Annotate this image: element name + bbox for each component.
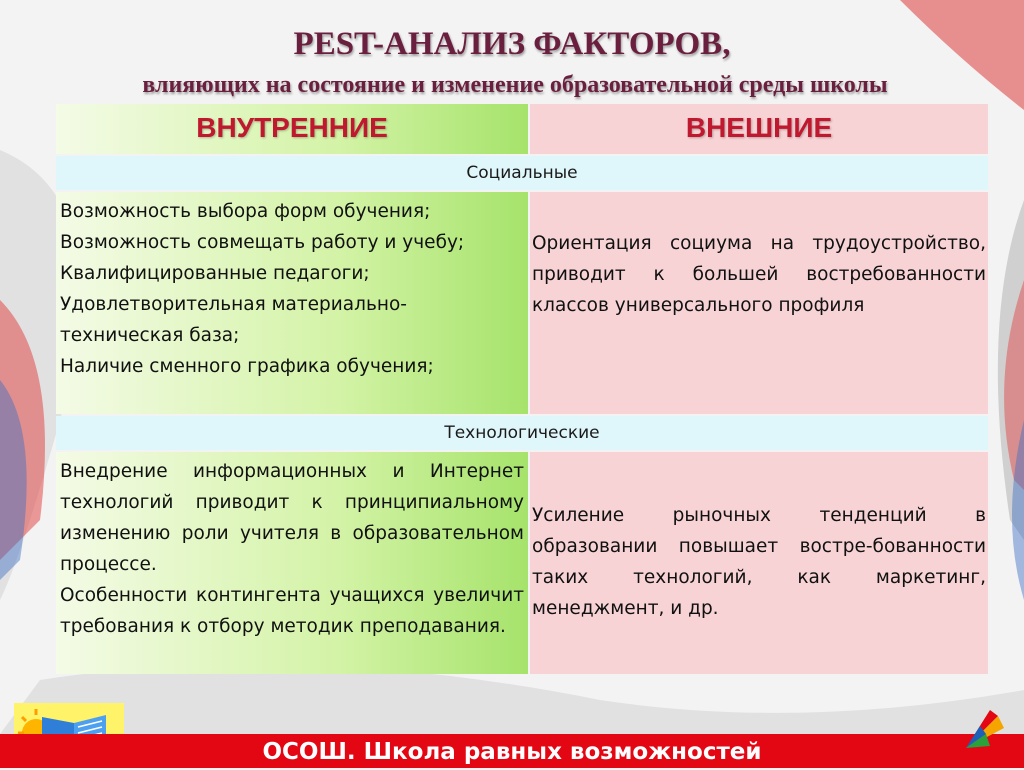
tech-external-cell [530, 452, 988, 674]
tech-internal-list [60, 456, 524, 642]
list-item: Возможность выбора форм обучения; [60, 201, 431, 222]
section-social [56, 156, 988, 190]
list-item: Внедрение информационных и Интернет технологий приводит к принципиальному изменению роли учителя в образовательном процессе. [60, 461, 524, 575]
social-internal-cell [56, 192, 528, 414]
page-subtitle: влияющих на состояние и изменение образовательной среды школы [142, 72, 888, 98]
list-item: Удовлетворительная материально-техническая база; [60, 294, 407, 346]
list-item: Возможность совмещать работу и учебу; [60, 232, 465, 253]
header-internal [56, 104, 528, 154]
footer-text: ОСОШ. Школа равных возможностей [262, 739, 762, 765]
flag-icon [960, 706, 1008, 754]
list-item: Особенности контингента учащихся увеличит требования к отбору методик преподавания. [60, 585, 524, 637]
page-title: PEST-АНАЛИЗ ФАКТОРОВ, [293, 26, 731, 62]
list-item: Наличие сменного графика обучения; [60, 356, 434, 377]
list-item: Квалифицированные педагоги; [60, 263, 370, 284]
tech-internal-cell [56, 452, 528, 674]
tech-external-text: Усиление рыночных тенденций в образовании повышает востре-бованности таких технологий, как маркетинг, менеджмент, и др. [532, 505, 986, 619]
social-external-cell [530, 192, 988, 414]
footer-bar [0, 734, 1024, 768]
social-internal-list [60, 196, 524, 382]
section-tech [56, 416, 988, 450]
header-internal-label: ВНУТРЕННИЕ [196, 112, 388, 143]
header-external-label: ВНЕШНИЕ [685, 112, 833, 143]
section-tech-label: Технологические [444, 423, 600, 443]
header-external [530, 104, 988, 154]
section-social-label: Социальные [466, 163, 578, 183]
social-external-text: Ориентация социума на трудоустройство, приводит к большей востребованности классов универсального профиля [532, 233, 986, 316]
